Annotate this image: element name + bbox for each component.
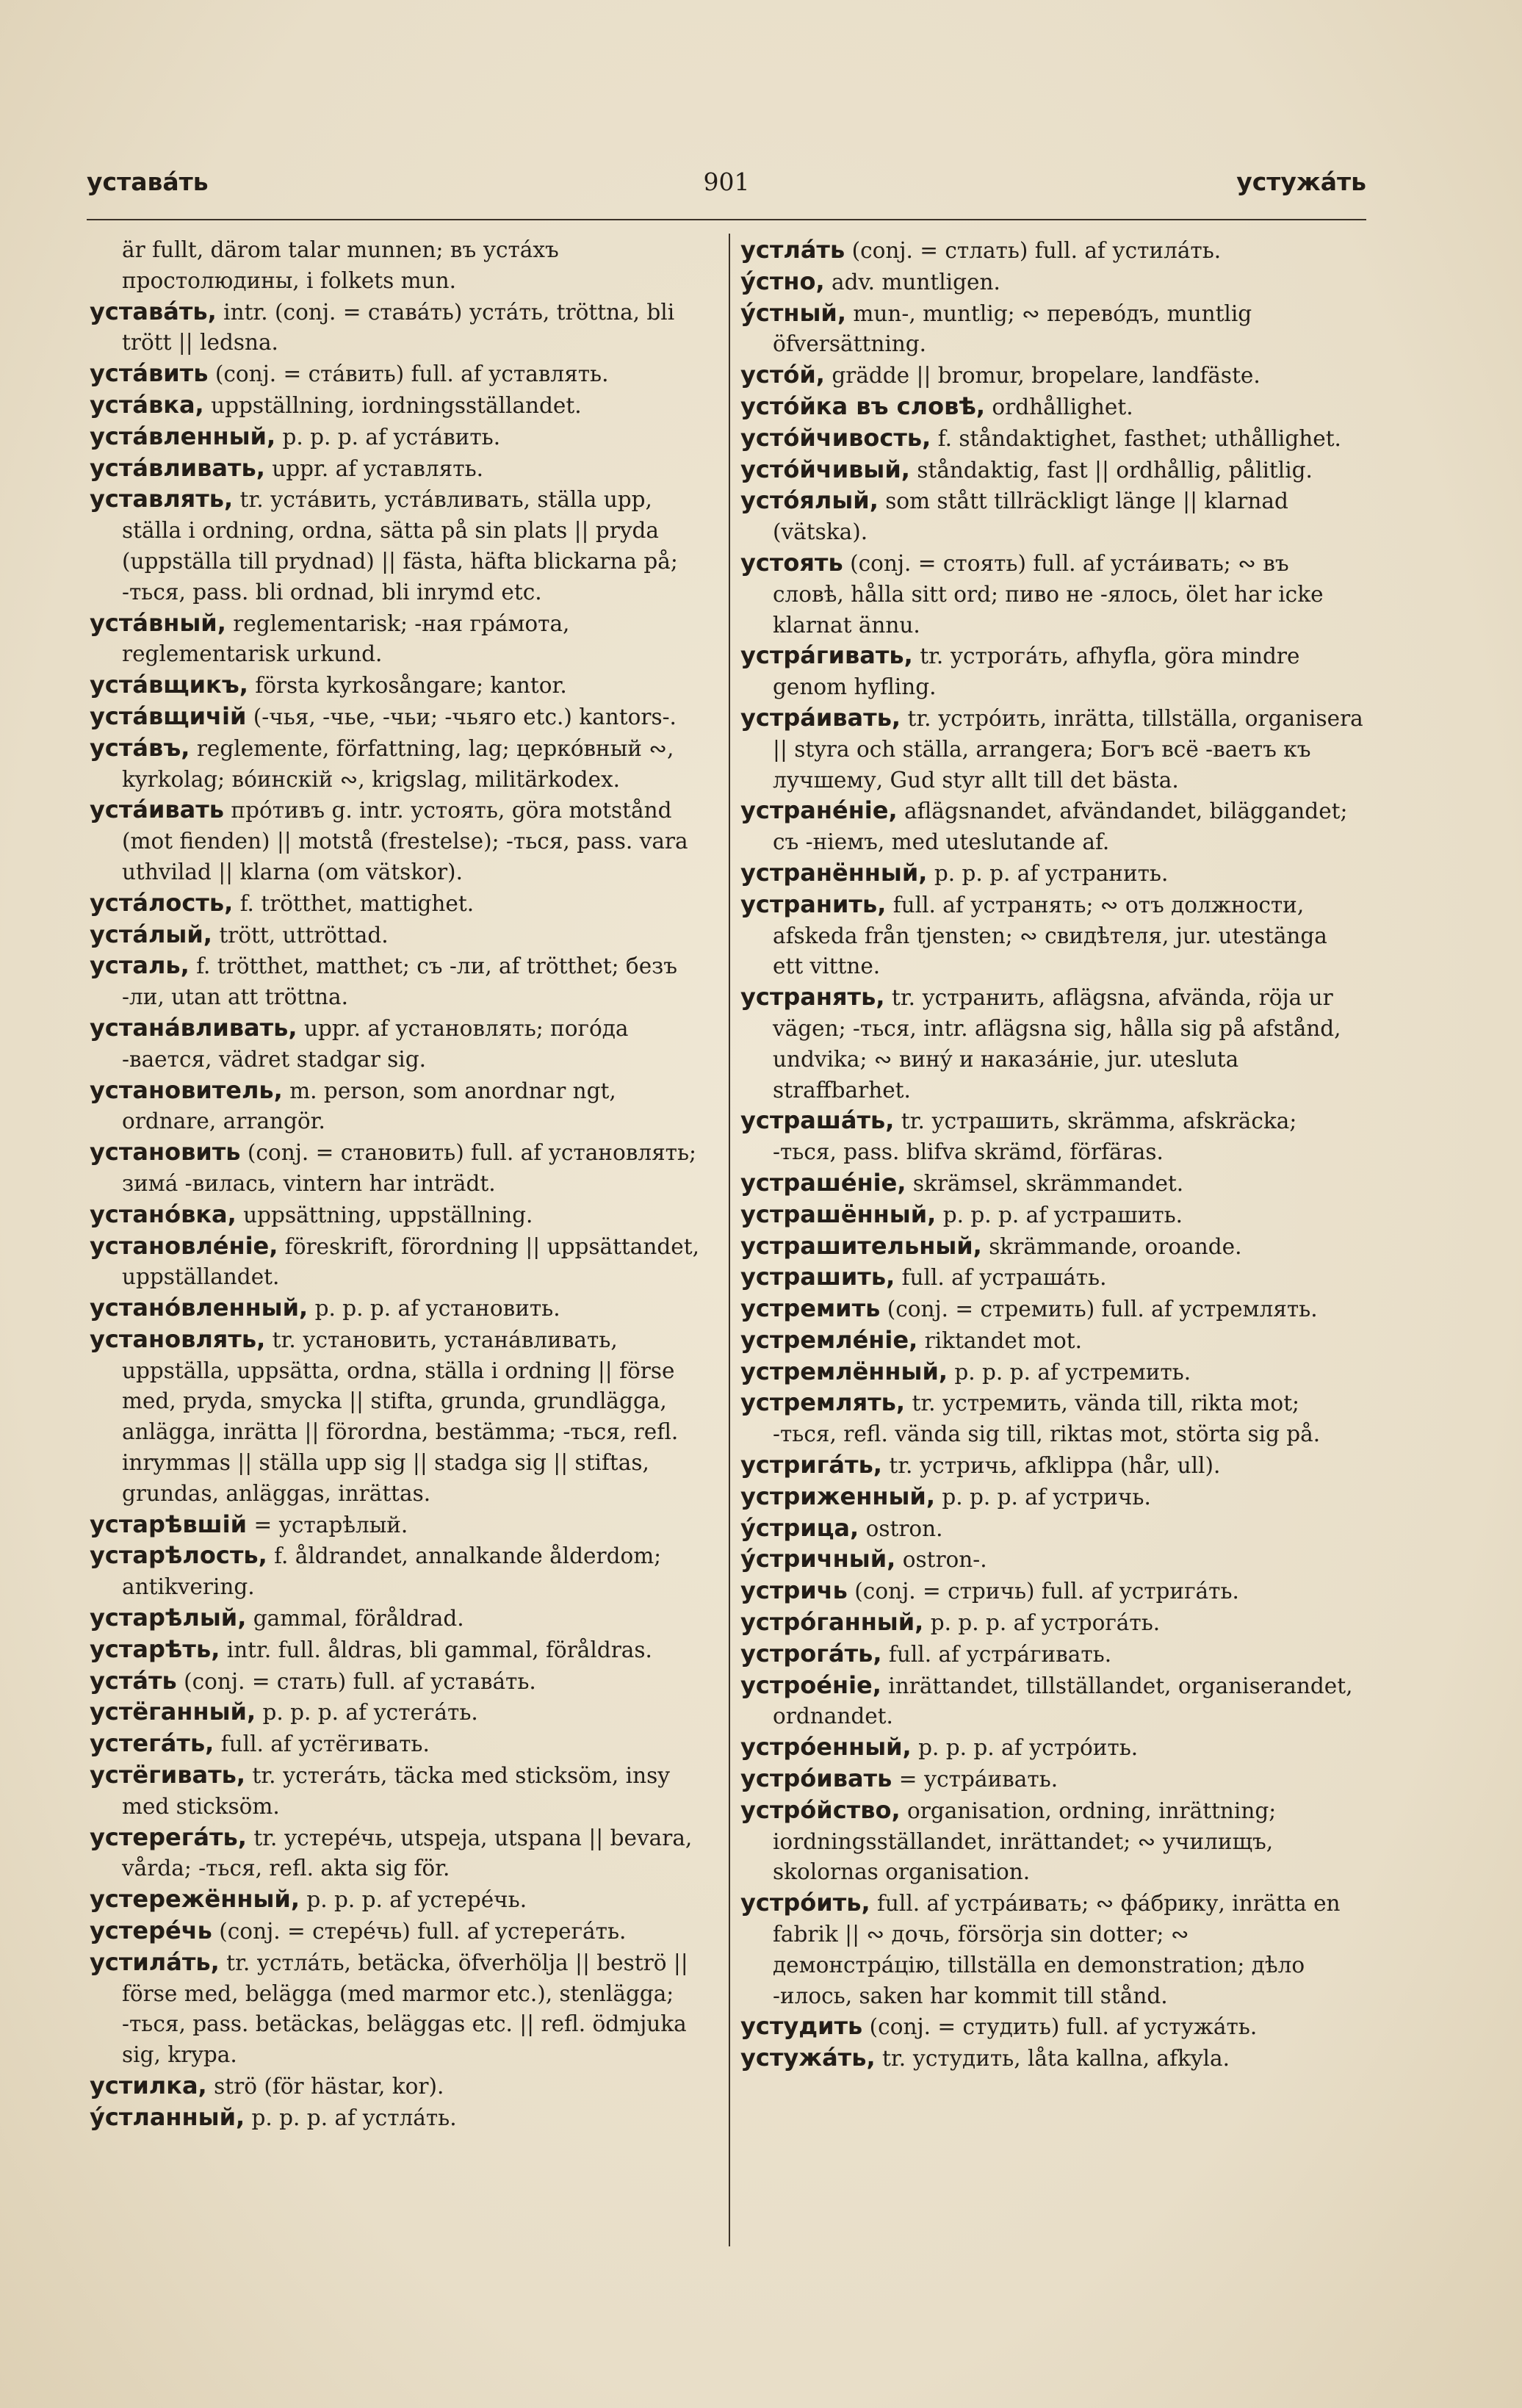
header-first-word: уставáть — [87, 167, 209, 196]
entry-headword: устроéніе, — [740, 1670, 881, 1699]
entry-definition: tr. устерéчь, utspeja, utspana || bevara, vårda; -ться, refl. akta sig för. — [122, 1825, 693, 1881]
entry-definition: intr. (conj. = ставáть) устáть, tröttna, bli trött || ledsna. — [122, 299, 675, 356]
entry-headword: ýстрица, — [740, 1513, 859, 1542]
dictionary-entry — [740, 1513, 1363, 1545]
dictionary-entry — [740, 1732, 1363, 1764]
entry-headword: устрáгивать, — [740, 641, 913, 670]
entry-headword: устрашительный, — [740, 1231, 982, 1260]
header-rule — [87, 219, 1366, 220]
dictionary-entry — [90, 1947, 713, 2071]
entry-headword: уставáть, — [90, 297, 217, 325]
entry-headword: устанáвливать, — [90, 1013, 297, 1042]
dictionary-entry — [740, 392, 1363, 423]
dictionary-entry — [90, 1510, 713, 1541]
entry-headword: устлáть — [740, 236, 845, 264]
dictionary-entry — [90, 888, 713, 920]
entry-definition: (conj. = становить) full. af установлять; зимá -вилась, vintern har inträdt. — [122, 1140, 696, 1196]
entry-headword: устужáть, — [740, 2044, 876, 2072]
entry-headword: устранённый, — [740, 858, 928, 887]
entry-headword: устрóенный, — [740, 1733, 912, 1762]
dictionary-entry — [740, 1607, 1363, 1639]
dictionary-entry — [740, 982, 1363, 1106]
entry-definition: p. p. p. af устлáть. — [251, 2105, 457, 2130]
entry-headword: ýстланный, — [90, 2102, 245, 2131]
entry-definition: reglemente, författning, lag; церкóвный ∾, kyrkolag; вóинскій ∾, krigslag, militärkodex. — [122, 735, 674, 792]
entry-headword: устрашить, — [740, 1263, 895, 1291]
dictionary-entry — [90, 920, 713, 951]
dictionary-entry — [90, 1200, 713, 1231]
dictionary-entry — [740, 2011, 1363, 2043]
entry-definition: p. p. p. af устранить. — [934, 860, 1169, 886]
dictionary-entry — [90, 1697, 713, 1729]
dictionary-entry — [740, 1231, 1363, 1263]
entry-headword: устарѣвшій — [90, 1510, 248, 1538]
entry-definition: intr. full. åldras, bli gammal, föråldras. — [226, 1637, 652, 1662]
entry-definition: gammal, föråldrad. — [253, 1606, 464, 1632]
entry-headword: устáлость, — [90, 888, 234, 917]
entry-headword: устранéніе, — [740, 796, 898, 825]
entry-headword: устáвщикъ, — [90, 671, 248, 699]
entry-headword: устарѣть, — [90, 1634, 220, 1663]
entry-definition: tr. устрóить, inrätta, tillställa, organisera || styra och ställa, arrangera; Богъ всё -ваетъ къ лучшему, Gud styr allt till det bästa. — [773, 705, 1363, 793]
dictionary-entry — [90, 1603, 713, 1634]
entry-definition: (conj. = стремить) full. af устремлять. — [887, 1297, 1318, 1322]
entry-definition: tr. устранить, aflägsna, afvända, röja ur vägen; -ться, intr. aflägsna sig, hålla sig på afstånd, undvika; ∾ винý и наказáніе, jur. utesluta straffbarhet. — [773, 985, 1341, 1103]
entry-headword: устáивать — [90, 796, 225, 824]
entry-definition: tr. устудить, låta kallna, afkyla. — [882, 2046, 1230, 2072]
entry-headword: устанóвленный, — [90, 1294, 309, 1322]
dictionary-entry — [740, 641, 1363, 703]
entry-headword: устáвный, — [90, 608, 226, 637]
dictionary-entry — [740, 1388, 1363, 1450]
entry-headword: устарѣлость, — [90, 1541, 267, 1570]
dictionary-entry — [740, 486, 1363, 548]
entry-definition: full. af устрáгивать. — [888, 1641, 1112, 1667]
entry-headword: устрóить, — [740, 1889, 870, 1917]
entry-definition: uppsättning, uppställning. — [243, 1202, 533, 1228]
entry-definition: p. p. p. af устáвить. — [282, 424, 501, 450]
entry-headword: устáлый, — [90, 920, 212, 948]
entry-headword: устрашáть, — [740, 1106, 895, 1135]
dictionary-entry — [90, 453, 713, 485]
entry-definition: (conj. = стать) full. af уставáть. — [184, 1668, 536, 1694]
entry-definition: uppr. af установлять; погóда -вается, vädret stadgar sig. — [122, 1015, 629, 1072]
entry-headword: устáвщичій — [90, 702, 247, 730]
dictionary-entry — [90, 2102, 713, 2134]
page-header — [87, 167, 1366, 212]
entry-headword: устóйчивость, — [740, 423, 931, 452]
dictionary-entry — [740, 1200, 1363, 1231]
dictionary-entry — [740, 2043, 1363, 2074]
dictionary-entry — [90, 670, 713, 702]
entry-definition: p. p. p. af устрогáть. — [930, 1610, 1161, 1636]
entry-definition: f. trötthet, mattighet. — [239, 890, 475, 916]
entry-headword: устремить — [740, 1294, 881, 1323]
entry-headword: устрогáть, — [740, 1639, 882, 1668]
entry-headword: устричь — [740, 1576, 848, 1605]
entry-headword: устудить — [740, 2012, 863, 2041]
header-last-word: устужáть — [1236, 167, 1366, 196]
dictionary-entry — [740, 858, 1363, 890]
entry-definition: прóтивъ g. intr. устоять, göra motstånd (mot fienden) || motstå (frestelse); -ться, pass. vara uthvilad || klarna (om vätskor). — [122, 798, 688, 884]
entry-headword: устрашённый, — [740, 1200, 937, 1228]
entry-headword: устриженный, — [740, 1482, 935, 1510]
entry-definition: uppställning, iordningsställandet. — [211, 392, 582, 418]
dictionary-entry — [90, 733, 713, 796]
entry-definition: p. p. p. af устричь. — [942, 1484, 1151, 1510]
entry-headword: устрáивать, — [740, 703, 901, 732]
dictionary-entry — [90, 1075, 713, 1138]
entry-definition: organisation, ordning, inrättning; iordningsställandet, inrättandet; ∾ училищъ, skolornas organisation. — [773, 1798, 1277, 1885]
dictionary-entry — [740, 548, 1363, 641]
dictionary-entry — [740, 1482, 1363, 1513]
dictionary-entry — [90, 390, 713, 422]
dictionary-entry — [90, 1540, 713, 1603]
entry-headword: устилка, — [90, 2072, 207, 2100]
entry-definition: p. p. p. af устерéчь. — [306, 1887, 527, 1913]
dictionary-entry — [90, 1916, 713, 1947]
entry-definition: f. åldrandet, annalkande ålderdom; antikvering. — [122, 1543, 662, 1600]
entry-headword: установить — [90, 1138, 241, 1167]
dictionary-entry — [740, 267, 1363, 298]
dictionary-entry — [740, 455, 1363, 486]
dictionary-entry — [90, 1760, 713, 1823]
entry-definition: (conj. = студить) full. af устужáть. — [869, 2014, 1258, 2040]
entry-headword: устерéчь — [90, 1917, 212, 1945]
entry-headword: устережённый, — [90, 1885, 300, 1914]
dictionary-entry — [90, 1231, 713, 1294]
entry-definition: ordhållighet. — [992, 394, 1133, 419]
entry-headword: усталь, — [90, 951, 190, 980]
entry-headword: устарѣлый, — [90, 1604, 247, 1632]
dictionary-entry — [740, 1450, 1363, 1482]
right-column — [740, 235, 1363, 2074]
entry-headword: устригáть, — [740, 1451, 882, 1479]
entry-headword: уставлять, — [90, 485, 234, 513]
entry-definition: ostron. — [865, 1515, 943, 1541]
entry-headword: устóй, — [740, 361, 825, 389]
entry-headword: ýстно, — [740, 267, 825, 295]
entry-definition: p. p. p. af устрóить. — [918, 1735, 1139, 1761]
entry-headword: устáвленный, — [90, 422, 276, 450]
dictionary-entry — [740, 235, 1363, 267]
entry-definition: full. af устёгивать. — [220, 1731, 430, 1757]
entry-definition: inrättandet, tillställandet, organiserandet, ordnandet. — [773, 1673, 1353, 1729]
entry-headword: устранить, — [740, 890, 887, 918]
dictionary-entry — [90, 1293, 713, 1324]
entry-headword: установитель, — [90, 1075, 283, 1104]
entry-definition: (-чья, -чье, -чьи; -чьяго etc.) kantors-. — [253, 704, 677, 729]
entry-headword: устáвъ, — [90, 733, 190, 762]
entry-headword: устёганный, — [90, 1698, 256, 1726]
dictionary-entry — [90, 2071, 713, 2102]
entry-definition: (conj. = стоять) full. af устáивать; ∾ въ словѣ, hålla sitt ord; пиво не -ялось, ölet har icke klarnat ännu. — [773, 550, 1324, 638]
entry-definition: full. af устранять; ∾ отъ должности, afskeda från tjensten; ∾ свидѣтеля, jur. utestänga ett vittne. — [773, 892, 1327, 979]
dictionary-entry — [90, 702, 713, 733]
entry-definition: = устрáивать. — [898, 1767, 1058, 1792]
entry-definition: p. p. p. af устегáть. — [262, 1700, 478, 1726]
entry-definition: är fullt, därom talar munnen; въ уcтáхъ простолюдины, i folkets mun. — [122, 237, 559, 293]
dictionary-entry — [740, 1168, 1363, 1200]
entry-definition: tr. устрогáть, afhyfla, göra mindre genom hyfling. — [773, 644, 1300, 700]
dictionary-entry — [90, 1823, 713, 1885]
entry-definition: tr. устегáть, täcka med sticksöm, insy med sticksöm. — [122, 1763, 670, 1819]
left-column — [90, 235, 713, 2134]
entry-definition: tr. устрашить, skrämma, afskräcka; -ться, pass. blifva skrämd, förfäras. — [773, 1109, 1297, 1165]
dictionary-entry — [740, 796, 1363, 858]
entry-definition: som stått tillräckligt länge || klarnad (vätska). — [773, 489, 1288, 545]
dictionary-entry — [740, 1544, 1363, 1576]
dictionary-entry — [740, 1325, 1363, 1357]
entry-definition: f. ståndaktighet, fasthet; uthållighet. — [937, 425, 1341, 451]
entry-headword: устрóивать — [740, 1764, 892, 1793]
entry-definition: p. p. p. af установить. — [314, 1296, 560, 1322]
entry-definition: föreskrift, förordning || uppsättandet, uppställandet. — [122, 1233, 699, 1290]
dictionary-entry — [90, 1324, 713, 1510]
dictionary-entry — [740, 360, 1363, 392]
entry-headword: устегáть, — [90, 1729, 214, 1758]
dictionary-entry — [90, 608, 713, 671]
dictionary-entry — [740, 1795, 1363, 1888]
entry-definition: ostron-. — [902, 1547, 987, 1573]
entry-headword: установлять, — [90, 1324, 266, 1353]
entry-headword: устранять, — [740, 983, 885, 1012]
entry-definition: adv. muntligen. — [832, 269, 1000, 295]
entry-headword: устóйка въ словѣ, — [740, 392, 986, 420]
dictionary-entry — [90, 795, 713, 887]
entry-definition: (conj. = стричь) full. af устригáть. — [854, 1579, 1239, 1604]
entry-definition: full. af устрашáть. — [901, 1265, 1107, 1291]
dictionary-entry — [90, 358, 713, 390]
entry-headword: устёгивать, — [90, 1761, 245, 1789]
entry-definition: p. p. p. af устремить. — [954, 1359, 1191, 1385]
dictionary-entry — [740, 1639, 1363, 1670]
dictionary-entry — [90, 235, 713, 297]
dictionary-entry — [90, 1634, 713, 1666]
dictionary-entry — [90, 484, 713, 608]
entry-headword: устáвливать, — [90, 453, 265, 482]
entry-definition: tr. устáвить, устáвливать, ställa upp, ställa i ordning, ordna, sätta på sin plats || pryda (uppställa till prydnad) || fästa, häfta blickarna på; -ться, pass. bli ordnad, bli inrymd etc. — [122, 487, 678, 605]
dictionary-entry — [90, 422, 713, 453]
entry-definition: full. af устрáивать; ∾ фáбрику, inrätta en fabrik || ∾ дочь, försörja sin dotter; ∾ демонстрáцію, tillställa en demonstration; дѣло -илось, saken har kommit till stånd. — [773, 1891, 1341, 2008]
column-divider — [729, 234, 730, 2246]
dictionary-entry — [740, 1262, 1363, 1294]
entry-definition: tr. установить, устанáвливать, uppställa, uppsätta, ordna, ställa i ordning || förse med, pryda, smycka || stifta, grunda, grundlägga, anlägga, inrätta || förordna, bestämma; -ться, refl. inrymmas || ställa upp sig || stadga sig || stiftas, grundas, anläggas, inrättas. — [122, 1327, 679, 1506]
dictionary-entry — [90, 951, 713, 1013]
entry-headword: установлéніе, — [90, 1231, 278, 1260]
entry-definition: strö (för hästar, kor). — [214, 2074, 444, 2099]
entry-definition: = устарѣлый. — [253, 1512, 408, 1538]
entry-definition: tr. устлáть, betäcka, öfverhölja || beströ || förse med, belägga (med marmor etc.), stenlägga; -ться, pass. betäckas, beläggas etc. || refl. ödmjuka sig, krypa. — [122, 1950, 688, 2068]
entry-headword: ýстричный, — [740, 1545, 896, 1574]
dictionary-entry — [90, 1666, 713, 1698]
dictionary-entry — [740, 703, 1363, 796]
entry-definition: skrämmande, oroande. — [989, 1233, 1242, 1259]
entry-definition: (conj. = стáвить) full. af уставлять. — [214, 361, 609, 387]
entry-definition: tr. устричь, afklippa (hår, ull). — [889, 1453, 1221, 1479]
dictionary-entry — [740, 1576, 1363, 1607]
entry-headword: устóялый, — [740, 486, 879, 515]
dictionary-entry — [740, 1106, 1363, 1168]
entry-headword: устремлять, — [740, 1388, 906, 1417]
dictionary-entry — [90, 1884, 713, 1916]
page-number: 901 — [703, 167, 750, 196]
entry-definition: skrämsel, skrämmandet. — [912, 1170, 1184, 1196]
entry-definition: trött, uttröttad. — [219, 922, 389, 948]
entry-headword: устрóганный, — [740, 1608, 924, 1637]
entry-headword: устремлéніе, — [740, 1325, 918, 1354]
entry-headword: устáть — [90, 1666, 177, 1695]
entry-definition: (conj. = стерéчь) full. af устерегáть. — [219, 1919, 627, 1944]
entry-definition: p. p. p. af устрашить. — [942, 1202, 1183, 1228]
entry-definition: m. person, som anordnar ngt, ordnare, arrangör. — [122, 1078, 616, 1134]
entry-headword: устáвка, — [90, 390, 204, 419]
dictionary-entry — [90, 1729, 713, 1760]
entry-headword: устóйчивый, — [740, 455, 910, 483]
dictionary-entry — [740, 423, 1363, 455]
entry-headword: устрашéніе, — [740, 1168, 906, 1197]
dictionary-entry — [90, 1013, 713, 1075]
entry-definition: f. trötthet, matthet; съ -ли, af trötthet; безъ -ли, utan att tröttna. — [122, 954, 678, 1010]
entry-definition: tr. устремить, vända till, rikta mot; -ться, refl. vända sig till, riktas mot, störta sig på. — [773, 1391, 1321, 1447]
entry-definition: första kyrkosångare; kantor. — [255, 673, 567, 699]
entry-definition: uppr. af уставлять. — [272, 455, 484, 481]
entry-headword: устáвить — [90, 359, 209, 388]
dictionary-entry — [740, 1764, 1363, 1795]
dictionary-entry — [740, 1670, 1363, 1733]
entry-definition: mun-, muntlig; ∾ перевóдъ, muntlig öfversättning. — [773, 300, 1252, 357]
dictionary-entry — [90, 297, 713, 359]
entry-definition: riktandet mot. — [924, 1327, 1083, 1353]
entry-definition: grädde || bromur, bropelare, landfäste. — [832, 363, 1260, 389]
dictionary-entry — [90, 1137, 713, 1200]
entry-definition: reglementarisk; -ная грáмота, reglementarisk urkund. — [122, 610, 570, 667]
entry-headword: устилáть, — [90, 1947, 220, 1976]
entry-headword: устерегáть, — [90, 1823, 247, 1851]
entry-headword: устрóйство, — [740, 1795, 901, 1824]
dictionary-entry — [740, 1357, 1363, 1388]
dictionary-entry — [740, 1888, 1363, 2011]
entry-headword: устремлённый, — [740, 1357, 948, 1385]
entry-headword: устанóвка, — [90, 1200, 237, 1228]
dictionary-entry — [740, 890, 1363, 982]
entry-definition: ståndaktig, fast || ordhållig, pålitlig. — [917, 457, 1313, 483]
dictionary-entry — [740, 1294, 1363, 1325]
dictionary-entry — [740, 298, 1363, 361]
entry-headword: ýстный, — [740, 298, 846, 327]
entry-definition: (conj. = стлать) full. af устилáть. — [851, 238, 1222, 263]
entry-headword: устоять — [740, 548, 843, 577]
entry-definition: aflägsnandet, afvändandet, biläggandet; съ -ніемъ, med uteslutande af. — [773, 799, 1348, 855]
